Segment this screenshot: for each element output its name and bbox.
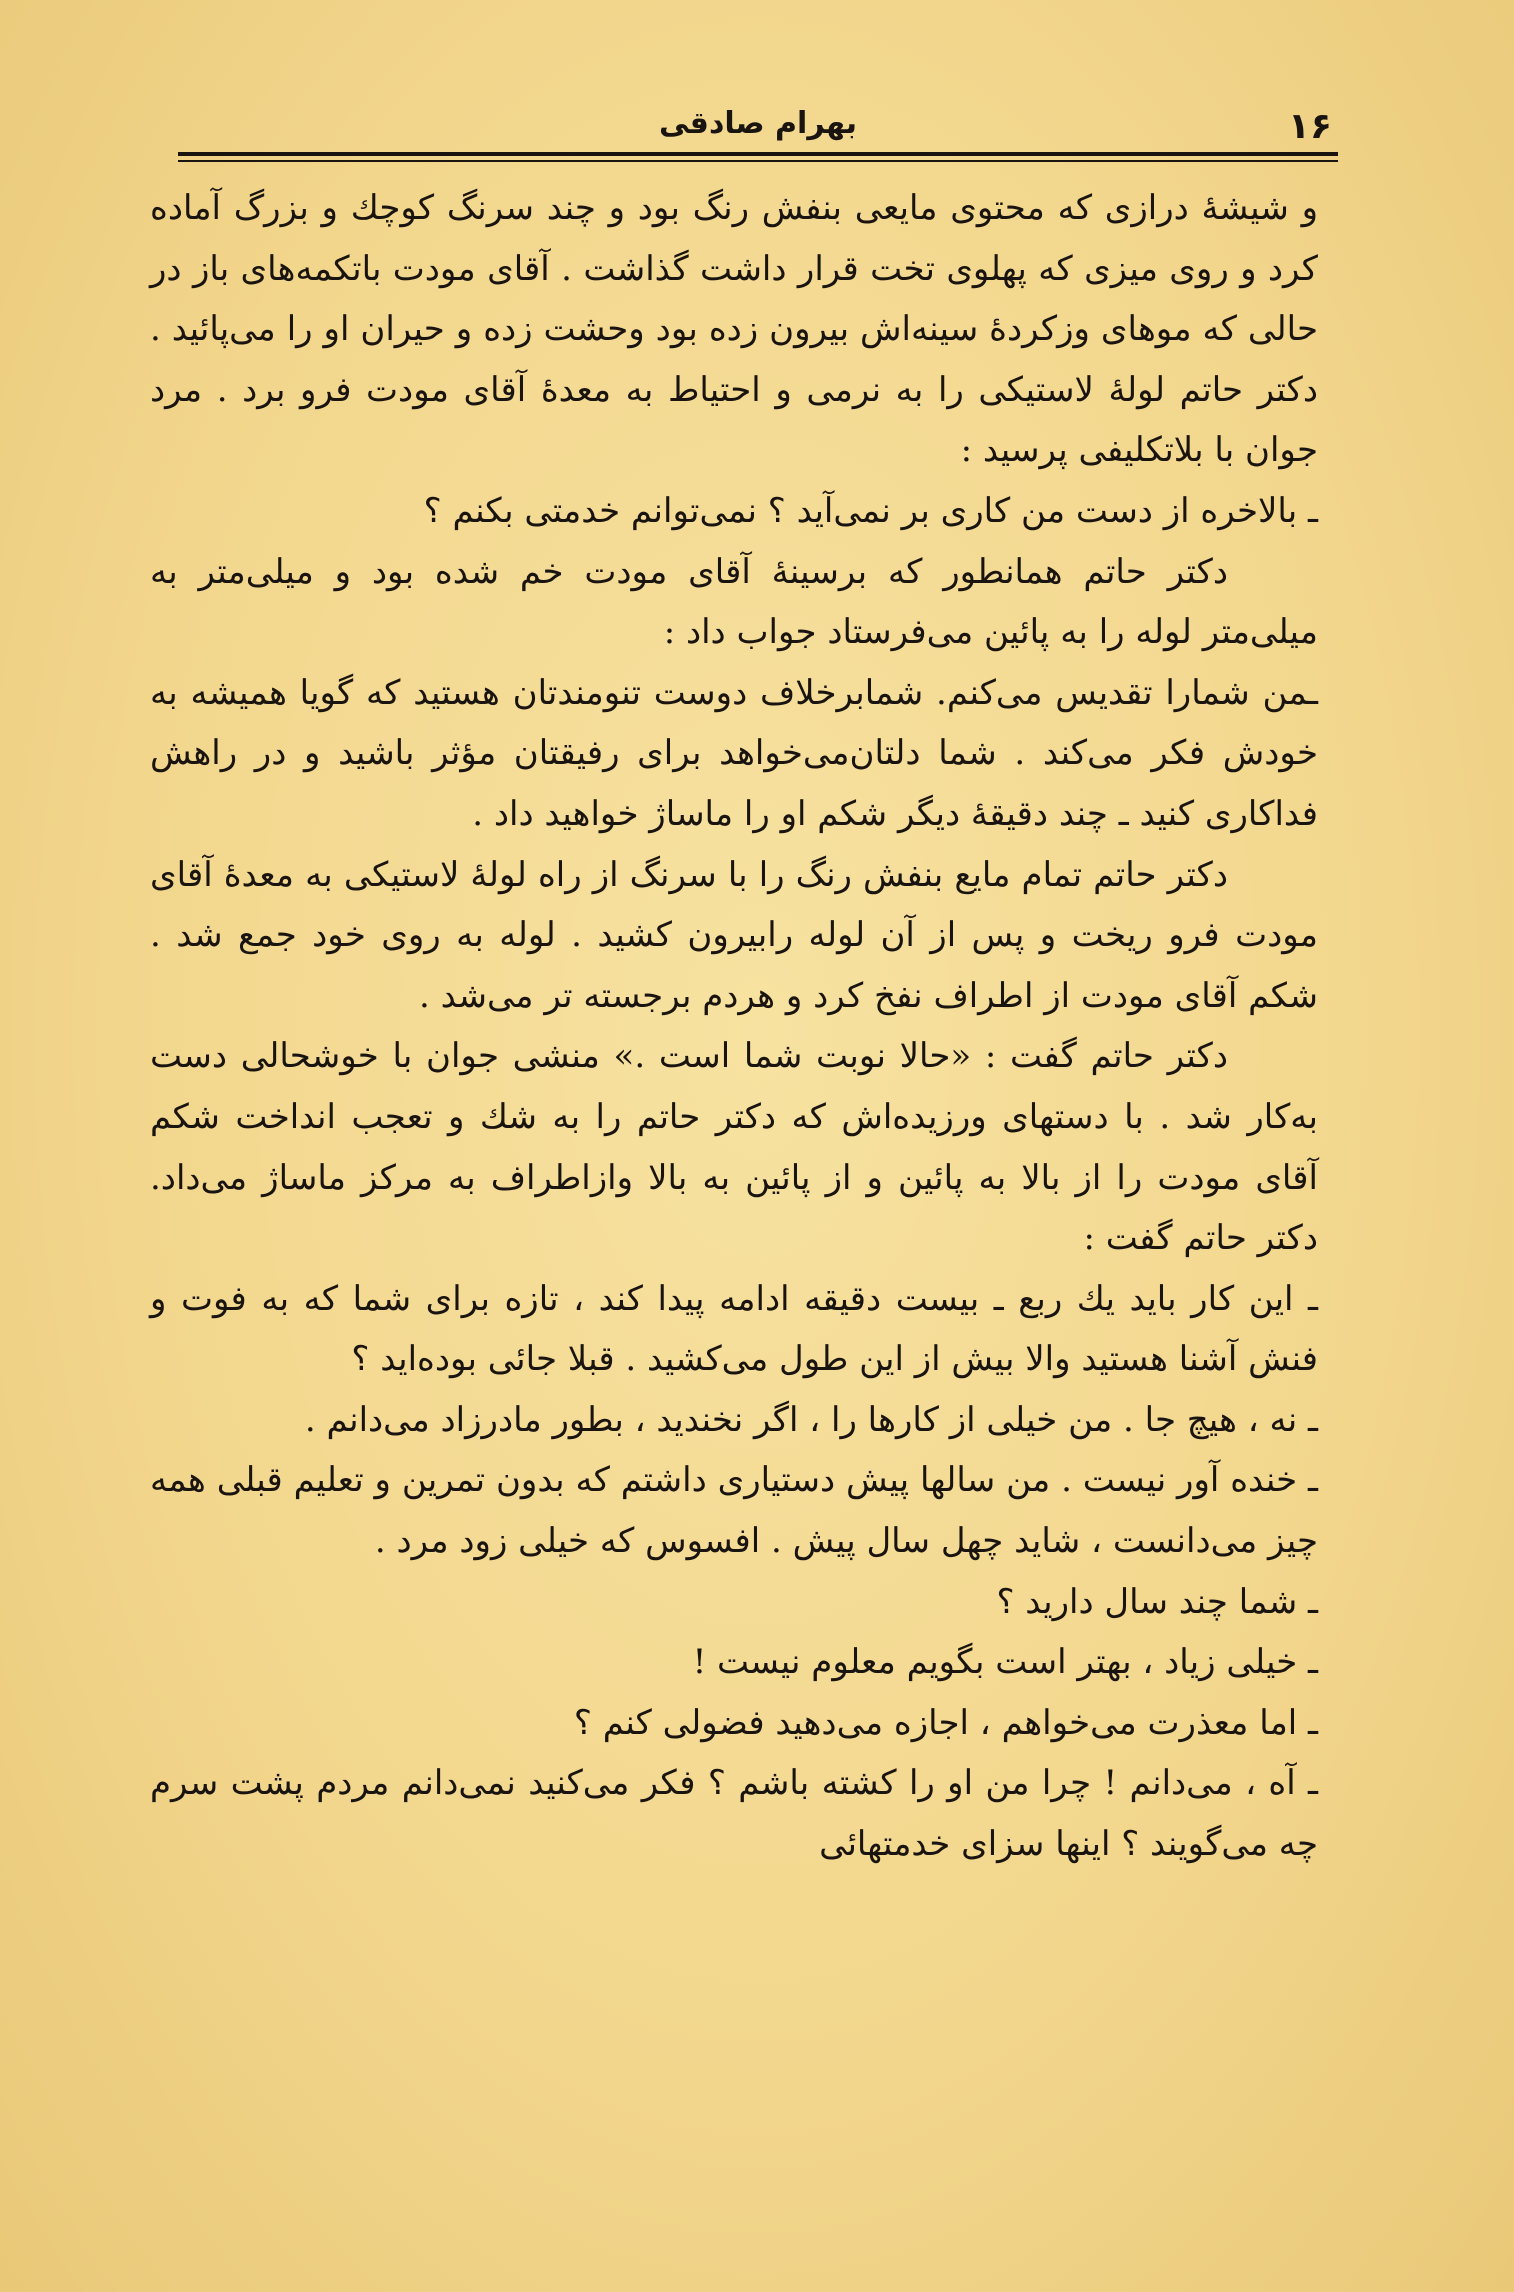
paragraph: و شیشهٔ درازی که محتوی مایعی بنفش رنگ بود و چند سرنگ کوچك و بزرگ آماده کرد و روی میزی که پهلوی تخت قرار داشت گذاشت . آقای مودت باتکمه‌های باز در حالی که موهای وزکردهٔ سینه‌اش بیرون زده بود وحشت زده و حیران او را می‌پائید . دکتر حاتم لولهٔ لاستیکی را به نرمی و احتیاط به معدهٔ آقای مودت فرو برد . مرد جوان با بلاتکلیفی پرسید : <box>150 188 1318 471</box>
paragraph: ـمن شمارا تقدیس می‌کنم. شمابرخلاف دوست تنومندتان هستید که گویا همیشه به خودش فکر می‌کند . شما دلتان‌می‌خواهد برای رفیقتان مؤثر باشید و در راهش فداکاری کنید ـ چند دقیقهٔ دیگر شکم او را ماساژ خواهید داد . <box>150 672 1318 834</box>
body-text <box>150 178 1318 1875</box>
paragraph: ـ بالاخره از دست من کاری بر نمی‌آید ؟ نمی‌توانم خدمتی بکنم ؟ <box>423 490 1318 531</box>
paragraph: دکتر حاتم تمام مایع بنفش رنگ را با سرنگ از راه لولهٔ لاستیکی به معدهٔ آقای مودت فرو ریخت و پس از آن لوله رابیرون کشید . لوله به روی خود جمع شد . شکم آقای مودت از اطراف نفخ کرد و هردم برجسته تر می‌شد . <box>150 854 1318 1016</box>
paragraph: ـ نه ، هیچ جا . من خیلی از کارها را ، اگر نخندید ، بطور مادرزاد می‌دانم . <box>304 1399 1318 1440</box>
paragraph: ـ این کار باید یك ربع ـ بیست دقیقه ادامه پیدا کند ، تازه برای شما که به فوت و فنش آشنا هستید والا بیش از این طول می‌کشید . قبلا جائی بوده‌اید ؟ <box>150 1278 1318 1380</box>
paragraph: ـ شما چند سال دارید ؟ <box>996 1581 1318 1622</box>
page-header <box>178 100 1338 150</box>
paragraph: دکتر حاتم همانطور که برسینهٔ آقای مودت خم شده بود و میلی‌متر به میلی‌متر لوله را به پائین می‌فرستاد جواب داد : <box>150 551 1318 653</box>
page-number: ۱۶ <box>1288 106 1332 147</box>
paragraph: ـ خیلی زیاد ، بهتر است بگویم معلوم نیست ! <box>692 1642 1318 1683</box>
header-rule-thin <box>178 160 1338 162</box>
paragraph: ـ خنده آور نیست . من سالها پیش دستیاری داشتم که بدون تمرین و تعلیم قبلی همه چیز می‌دانست ، شاید چهل سال پیش . افسوس که خیلی زود مرد . <box>150 1460 1318 1562</box>
header-rule <box>178 152 1338 156</box>
paragraph: ـ اما معذرت می‌خواهم ، اجازه می‌دهید فضولی کنم ؟ <box>573 1702 1318 1743</box>
paragraph: دکتر حاتم گفت : «حالا نوبت شما است .» منشی جوان با خوشحالی دست به‌کار شد . با دستهای ورزیده‌اش که دکتر حاتم را به شك و تعجب انداخت شکم آقای مودت را از بالا به پائین و از پائین به بالا وازاطراف به مرکز ماساژ می‌داد. دکتر حاتم گفت : <box>150 1036 1318 1259</box>
running-title: بهرام صادقی <box>658 106 858 141</box>
paragraph: ـ آه ، می‌دانم ! چرا من او را کشته باشم ؟ فکر می‌کنید نمی‌دانم مردم پشت سرم چه می‌گویند ؟ اینها سزای خدمتهائی <box>150 1763 1318 1865</box>
